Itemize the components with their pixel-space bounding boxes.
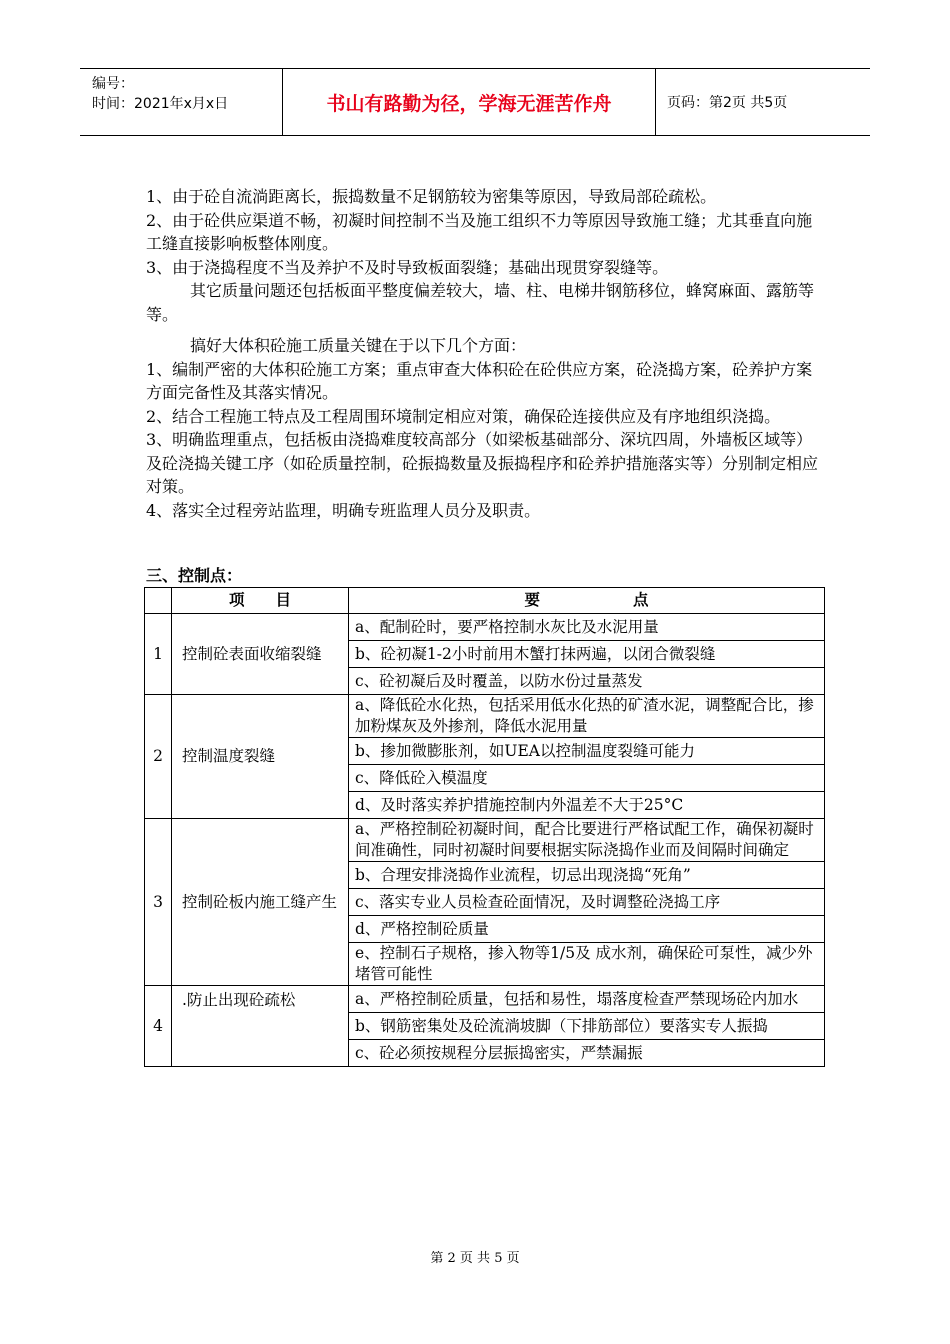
row-point: c、降低砼入模温度 [349,765,825,792]
row-point: e、控制石子规格，掺入物等1/5及 成水剂，确保砼可泵性，减少外堵管可能性 [349,943,825,986]
row-point: b、砼初凝1-2小时前用木蟹打抹两遍，以闭合微裂缝 [349,641,825,668]
row-point: a、严格控制砼初凝时间，配合比要进行严格试配工作，确保初凝时间准确性，同时初凝时间要根据实际浇捣作业而及间隔时间确定 [349,819,825,862]
paragraph: 1、由于砼自流淌距离长，振捣数量不足钢筋较为密集等原因，导致局部砼疏松。 [146,187,717,206]
row-point: b、钢筋密集处及砼流淌坡脚（下排筋部位）要落实专人振捣 [349,1013,825,1040]
paragraph: 4、落实全过程旁站监理，明确专班监理人员分及职责。 [146,500,541,520]
header-number: 编号： [92,76,134,92]
section-title: 三、控制点： [146,566,243,585]
control-points-table [144,587,825,1067]
paragraph: 1、编制严密的大体积砼施工方案；重点审查大体积砼在砼供应方案，砼浇捣方案，砼养护方案方面完备性及其落实情况。 [146,359,813,402]
row-point: d、严格控制砼质量 [349,916,825,943]
row-number: 4 [145,986,172,1067]
row-point: b、合理安排浇捣作业流程，切忌出现浇捣“死角” [349,862,825,889]
table-row [145,986,825,1013]
row-item: 控制砼板内施工缝产生 [172,819,349,986]
header-cell: 要 点 [349,588,825,614]
header-motto: 书山有路勤为径，学海无涯苦作舟 [283,69,656,135]
row-point: c、砼初凝后及时覆盖，以防水份过量蒸发 [349,668,825,695]
row-number: 1 [145,614,172,695]
row-number: 2 [145,695,172,819]
row-point: b、掺加微膨胀剂，如UEA以控制温度裂缝可能力 [349,738,825,765]
paragraph: 搞好大体积砼施工质量关键在于以下几个方面： [190,336,527,355]
row-point: a、配制砼时，要严格控制水灰比及水泥用量 [349,614,825,641]
body-text [146,185,826,522]
table-row [145,614,825,641]
table-header-row [145,588,825,614]
page-header [80,68,870,136]
paragraph: 3、明确监理重点，包括板由浇捣难度较高部分（如梁板基础部分、深坑四周，外墙板区域等）及砼浇捣关键工序（如砼质量控制，砼振捣数量及振捣程序和砼养护措施落实等）分别制定相应对策。 [146,430,819,496]
header-page: 页码：第2页 共5页 [667,95,788,111]
table-row [145,695,825,738]
paragraph: 2、由于砼供应渠道不畅，初凝时间控制不当及施工组织不力等原因导致施工缝；尤其垂直向施工缝直接影响板整体刚度。 [146,210,813,253]
header-meta [80,69,283,135]
row-point: a、降低砼水化热，包括采用低水化热的矿渣水泥，调整配合比，掺加粉煤灰及外掺剂，降低水泥用量 [349,695,825,738]
header-cell [145,588,172,614]
paragraph: 3、由于浇捣程度不当及养护不及时导致板面裂缝；基础出现贯穿裂缝等。 [146,257,669,277]
row-number: 3 [145,819,172,986]
page-footer: 第 2 页 共 5 页 [430,1251,520,1266]
paragraph: 其它质量问题还包括板面平整度偏差较大，墙、柱、电梯井钢筋移位，蜂窝麻面、露筋等等。 [146,281,815,324]
table-row [145,819,825,862]
paragraph: 2、结合工程施工特点及工程周围环境制定相应对策，确保砼连接供应及有序地组织浇捣。 [146,406,781,426]
row-point: c、砼必须按规程分层振捣密实，严禁漏振 [349,1040,825,1067]
header-date: 时间：2021年x月x日 [92,96,229,112]
row-point: a、严格控制砼质量，包括和易性，塌落度检查严禁现场砼内加水 [349,986,825,1013]
row-item: 控制温度裂缝 [172,695,349,819]
row-point: d、及时落实养护措施控制内外温差不大于25°C [349,792,825,819]
header-cell: 项 目 [172,588,349,614]
row-point: c、落实专业人员检查砼面情况，及时调整砼浇捣工序 [349,889,825,916]
row-item: 控制砼表面收缩裂缝 [172,614,349,695]
row-item: .防止出现砼疏松 [172,986,349,1067]
